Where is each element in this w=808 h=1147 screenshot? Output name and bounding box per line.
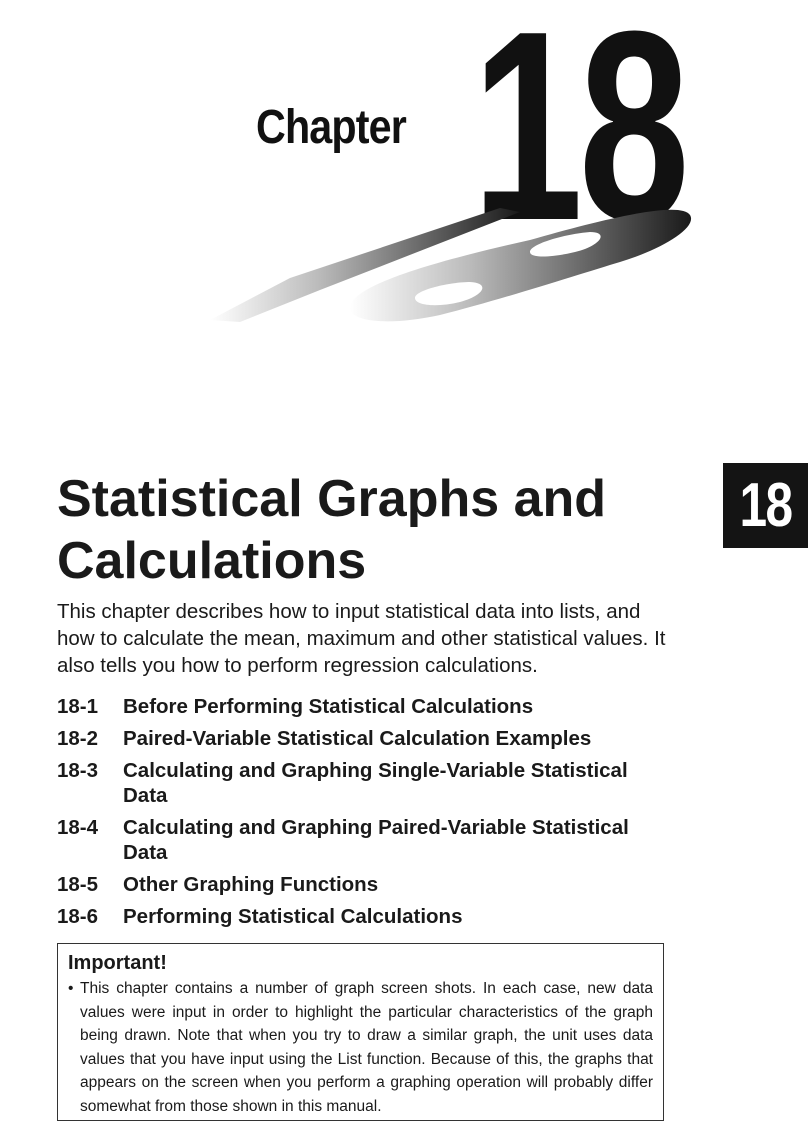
intro-paragraph: This chapter describes how to input statistical data into lists, and how to calculate the mean, maximum and other statistical values. It also tells you how to perform regression calculations.: [57, 600, 666, 677]
toc-item-number: 18-1: [57, 695, 99, 718]
toc-item: [57, 758, 677, 808]
toc-item-text: Paired-Variable Statistical Calculation Examples: [123, 727, 592, 750]
toc-item-text: Performing Statistical Calculations: [123, 905, 463, 928]
toc-item-text: Calculating and Graphing Single-Variable Statistical Data: [123, 759, 628, 807]
side-tab-label: 18: [739, 471, 792, 540]
chapter-side-tab: [723, 463, 808, 548]
toc-item-number: 18-3: [57, 759, 99, 782]
toc-item-text: Calculating and Graphing Paired-Variable Statistical Data: [123, 816, 629, 864]
toc-item-number: 18-5: [57, 873, 99, 896]
toc-item-number: 18-4: [57, 816, 99, 839]
important-heading: Important!: [68, 952, 167, 974]
toc-item-number: 18-2: [57, 727, 99, 750]
toc-item: [57, 904, 677, 929]
toc-item: [57, 872, 677, 897]
chapter-number: 18: [472, 0, 686, 277]
toc-item: [57, 726, 677, 751]
chapter-label: Chapter: [256, 101, 406, 154]
toc-item-text: Other Graphing Functions: [123, 873, 379, 896]
important-notice-box: [57, 943, 664, 1121]
important-bullet-item: [68, 977, 653, 1118]
toc-item-text: Before Performing Statistical Calculations: [123, 695, 534, 718]
page-title: Statistical Graphs and Calculations: [57, 470, 607, 590]
shadow-eight: [350, 210, 691, 322]
toc-item: [57, 815, 677, 865]
important-text: This chapter contains a number of graph screen shots. In each case, new data values were input in order to highlight the particular characteristics of the graph being drawn. Note that when you try to draw a similar graph, the unit uses data values that you have input using the List function. Because of this, the graphs that appears on the screen when you perform a graphing operation will probably differ somewhat from those shown in this manual.: [80, 980, 653, 1115]
chapter-number-shadow-graphic: [200, 190, 700, 330]
toc-item: [57, 694, 677, 719]
toc-item-number: 18-6: [57, 905, 99, 928]
bullet-icon: •: [68, 980, 74, 997]
table-of-contents: [57, 694, 677, 936]
